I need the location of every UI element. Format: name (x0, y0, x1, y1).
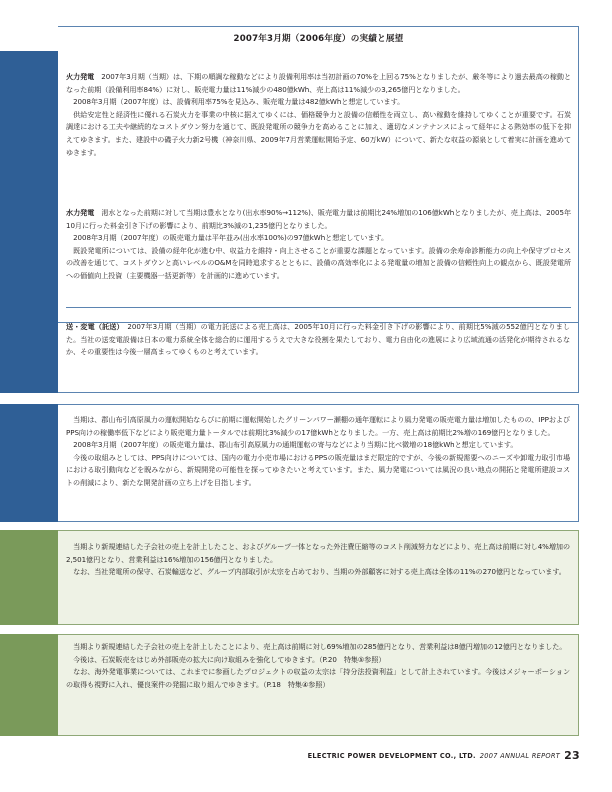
section1-content (58, 26, 579, 323)
hydro-p1: 水力発電 渇水となった前期に対して当期は豊水となり(出水率90%→112%)、販売電力量は前期比24%増加の106億kWhとなりましたが、売上高は、2005年10月に行った料金引き下げの影響により、前期比3%減の1,235億円となりました。 (66, 208, 572, 230)
section3-panel (58, 530, 579, 625)
page-number: 23 (564, 749, 580, 762)
section1b-rail (0, 323, 58, 393)
section2-p1: 当期は、郡山布引高原風力の運転開始ならびに前期に運転開始したグリーンパワー瀬棚の通年運転により風力発電の販売電力量は増加したものの、IPPおよびPPS向けの稼働率低下などにより販売電力量トータルでは前期比3%減少の17億kWhとなりました。一方、売上高は前期比2%増の169億円となりました。 (66, 415, 570, 437)
transmission-block (66, 321, 570, 359)
section3-p1: 当期より新規連結した子会社の売上を計上したこと、およびグループ一体となった外注費圧縮等のコスト削減努力などにより、売上高は前期に対し4%増加の2,501億円となり、営業利益は16%増加の156億円となりました。 (66, 542, 570, 564)
footer-report: 2007 ANNUAL REPORT (479, 752, 561, 760)
section2-panel (58, 404, 579, 522)
footer-company: ELECTRIC POWER DEVELOPMENT CO., LTD. (307, 752, 476, 760)
section1-rail (0, 51, 58, 323)
section3-rail (0, 530, 58, 625)
hydro-p3: 既設発電所については、設備の経年化が進む中、収益力を維持・向上させることが重要な課題となっています。設備の余寿命診断能力の向上や保守プロセスの改善を通じて、コストダウンと高いレベルのO&Mを同時追求するとともに、設備の高効率化による発電量の増加と設備の信頼性向上の観点から、既設発電所への価値向上投資（主要機器一括更新等）を計画的に進めています。 (66, 245, 571, 280)
section2-block (66, 414, 570, 490)
page-footer (308, 749, 580, 762)
section3-p2: なお、当社発電所の保守、石炭輸送など、グループ内部取引が太宗を占めており、当期の外部顧客に対する売上高は全体の11%の270億円となっています。 (73, 567, 566, 577)
section1b-panel (58, 323, 579, 393)
thermal-p3: 供給安定性と経済性に優れる石炭火力を事業の中核に据えてゆくには、価格競争力と設備の信頼性を両立し、高い稼動を維持してゆくことが重要です。石炭調達における工夫や継続的なコストダウン努力を通じて、既設発電所の競争力を高めることに加え、適切なメンテナンスによって経年による熱効率の低下を抑えてゆきます。また、建設中の磯子火力新2号機（神奈川県、2009年7月営業運転開始予定、60万kW）について、新たな収益の源泉として着実に計画を進めてゆきます。 (66, 109, 571, 157)
thermal-block (66, 71, 571, 159)
section2-p2: 2008年3月期（2007年度）の販売電力量は、郡山布引高原風力の通期運転の寄与などにより当期に比べ微増の18億kWhと想定しています。 (73, 440, 518, 450)
thermal-p1: 火力発電 2007年3月期（当期）は、下期の順調な稼動などにより設備利用率は当初計画の70%を上回る75%となりましたが、厳冬等により過去最高の稼動となった前期（設備利用率84%）に対し、販売電力量は11%減少の480億kWh、売上高は11%減少の3,265億円となりました。 (66, 72, 571, 94)
section1-separator (66, 307, 571, 308)
section3-block (66, 541, 570, 579)
section4-p1: 当期より新規連結した子会社の売上を計上したことにより、売上高は前期に対し69%増加の285億円となり、営業利益は8億円増加の12億円となりました。 (73, 642, 567, 651)
transmission-p1: 送・変電（託送） 2007年3月期（当期）の電力託送による売上高は、2005年10月に行った料金引き下げの影響により、前期比5%減の552億円となりました。当社の送変電設備は日本の電力系統全体を総合的に運用するうえで大きな役割を果たしており、電力自由化の進展により広域流通の活発化が期待されるなか、その重要性は今後一層高まってゆくものと考えています。 (66, 322, 570, 357)
section2-p3: 今後の取組みとしては、PPS向けについては、国内の電力小売市場におけるPPSの販売量はまだ限定的ですが、今後の新規需要へのニーズや卸電力取引市場における取引動向などを睨みながら、新規開発の可能性を探ってゆきたいと考えています。また、風力発電については風況の良い地点の開拓と発電所建設コストの削減により、新たな開発計画の立ち上げを目指します。 (66, 452, 570, 487)
section2-rail (0, 404, 58, 522)
hydro-lead: 水力発電 (66, 208, 95, 217)
section4-p2: 今後は、石炭販売をはじめ外部販売の拡大に向け取組みを強化してゆきます。（P.20 特集⑤参照） (73, 654, 386, 664)
hydro-p2: 2008年3月期（2007年度）の販売電力量は平年並み(出水率100%)の97億kWhと想定しています。 (73, 233, 389, 243)
transmission-lead: 送・変電（託送） (66, 322, 121, 331)
section4-p3: なお、海外発電事業については、これまでに参画したプロジェクトの収益の太宗は「持分法投資利益」として計上されています。今後はメジャーポーションの取得も視野に入れ、優良案件の発掘に取り組んでゆきます。（P.18 特集④参照） (66, 667, 570, 689)
thermal-lead: 火力発電 (66, 72, 95, 81)
thermal-p2: 2008年3月期（2007年度）は、設備利用率75%を見込み、販売電力量は482億kWhと想定しています。 (73, 97, 405, 107)
section4-block (66, 641, 570, 691)
section4-panel (58, 634, 579, 736)
section4-rail (0, 634, 58, 736)
page-title: 2007年3月期（2006年度）の実績と展望 (233, 34, 404, 44)
hydro-block (66, 207, 571, 283)
